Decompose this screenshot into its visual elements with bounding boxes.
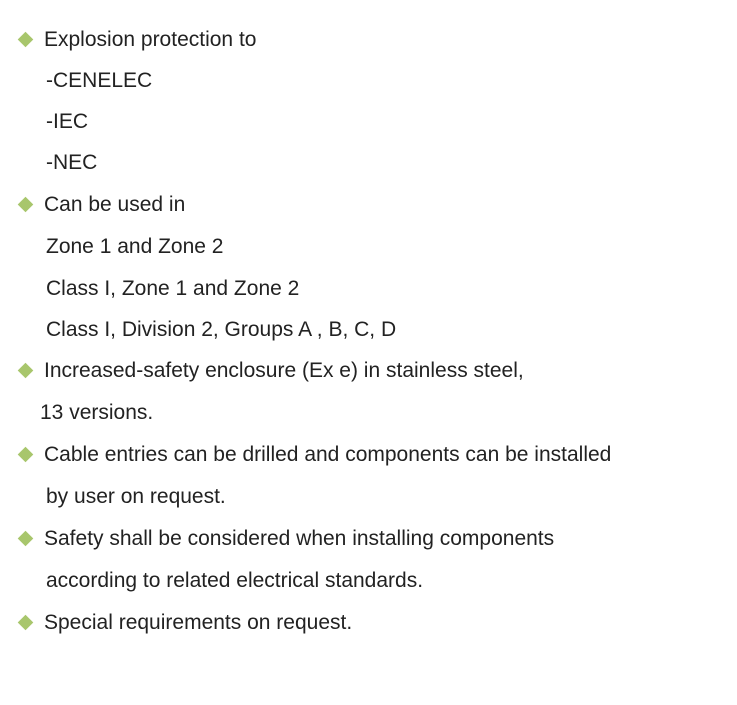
diamond-bullet-icon [18, 531, 34, 547]
diamond-bullet-icon [18, 447, 34, 463]
feature-line: Special requirements on request. [44, 611, 353, 634]
feature-line: Zone 1 and Zone 2 [46, 235, 224, 258]
feature-line: Class I, Division 2, Groups A , B, C, D [46, 318, 397, 341]
feature-line: Class I, Zone 1 and Zone 2 [46, 277, 300, 300]
diamond-bullet-icon [18, 615, 34, 631]
feature-line: according to related electrical standards. [46, 569, 424, 592]
feature-line: Increased-safety enclosure (Ex e) in stainless steel, [44, 359, 524, 382]
feature-line: Safety shall be considered when installing components [44, 527, 555, 550]
feature-line: 13 versions. [40, 401, 154, 424]
feature-line: Can be used in [44, 193, 186, 216]
feature-line: -CENELEC [46, 69, 153, 92]
feature-line: -IEC [46, 110, 88, 133]
feature-line: by user on request. [46, 485, 226, 508]
feature-line: Cable entries can be drilled and components can be installed [44, 443, 612, 466]
feature-line: Explosion protection to [44, 28, 257, 51]
diamond-bullet-icon [18, 197, 34, 213]
feature-line: -NEC [46, 151, 98, 174]
diamond-bullet-icon [18, 32, 34, 48]
diamond-bullet-icon [18, 363, 34, 379]
